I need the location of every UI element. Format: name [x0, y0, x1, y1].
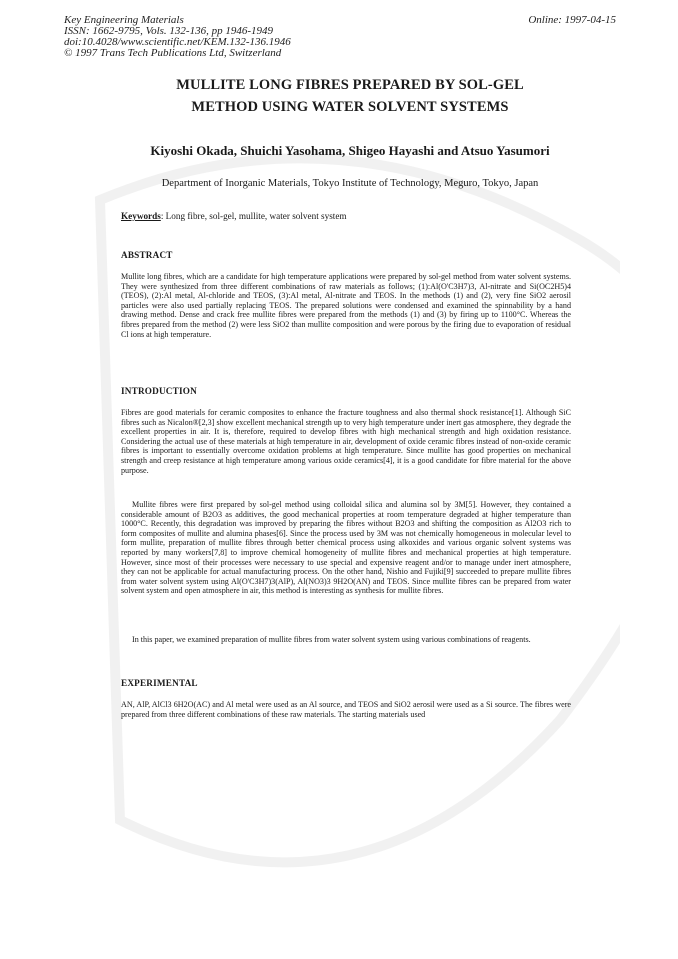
keywords-label: Keywords: [121, 211, 161, 221]
author-list: Kiyoshi Okada, Shuichi Yasohama, Shigeo Hayashi and Atsuo Yasumori: [150, 143, 550, 158]
experimental-paragraph: AN, AlP, AlCl3 6H2O(AC) and Al metal were used as an Al source, and TEOS and SiO2 aerosil were used as a Si source. The fibres were prepared from three different combinations of these raw materials. The starting materials used: [121, 700, 571, 719]
copyright-line: © 1997 Trans Tech Publications Ltd, Switzerland: [64, 47, 282, 59]
abstract-paragraph: Mullite long fibres, which are a candidate for high temperature applications were prepared by sol-gel method from water solvent systems. They were synthesized from three different combinations of raw materials as follows; (1):Al(O'C3H7)3, Al-nitrate and Si(OC2H5)4 (TEOS), (2):Al metal, Al-chloride and TEOS, (3):Al metal, Al-nitrate and TEOS. In the methods (1) and (2), very fine SiO2 aerosil particles were also used partially replacing TEOS. The prepared solutions were condensed and examined the spinnability by a hand drawing method. Dense and crack free mullite fibres were prepared from the methods (1) and (3) by firing up to 1100°C. Whereas the fibres prepared from the method (2) were less SiO2 than mullite composition and were porous by the firing due to evaporation of residual Cl ions at high temperature.: [121, 272, 571, 339]
introduction-heading: INTRODUCTION: [121, 386, 197, 396]
intro-paragraph-3: In this paper, we examined preparation of mullite fibres from water solvent system using various combinations of reagents.: [132, 635, 531, 644]
title-line-1: MULLITE LONG FIBRES PREPARED BY SOL-GEL: [176, 77, 524, 93]
experimental-heading: EXPERIMENTAL: [121, 678, 198, 688]
issn-line: ISSN: 1662-9795, Vols. 132-136, pp 1946-1949: [64, 25, 273, 37]
online-date: Online: 1997-04-15: [528, 14, 616, 26]
doi-line[interactable]: doi:10.4028/www.scientific.net/KEM.132-136.1946: [64, 36, 291, 48]
journal-header: [64, 15, 291, 59]
title-line-2: METHOD USING WATER SOLVENT SYSTEMS: [191, 99, 509, 115]
paper-title: [100, 74, 600, 118]
keywords-text: : Long fibre, sol-gel, mullite, water solvent system: [160, 211, 347, 221]
journal-name: Key Engineering Materials: [64, 14, 184, 26]
keywords-line: [121, 211, 347, 221]
intro-paragraph-2: Mullite fibres were first prepared by sol-gel method using colloidal silica and alumina sol by 3M[5]. However, they contained a considerable amount of B2O3 as additives, the good mechanical properties at room temperature degraded at higher temperature than 1000°C. Recently, this degradation was improved by preparing the fibres without B2O3 and shifting the composition as Al2O3 rich to form composites of mullite and alumina phases[6]. Since the process used by 3M was not chemically homogeneous in molecular level to form mullite, preparation of mullite fibres through better chemical process using alkoxides and various organic solvent systems was reported by many workers[7,8] to improve chemical homogeneity of mullite fibres and mechanical properties at high temperature. However, since most of their processes were necessary to use special and expensive reagent and/or to manage under inert atmosphere, they can not be applicable for actual manufacturing process. On the other hand, Nishio and Fujiki[9] succeeded to prepare mullite fibres from water solvent system using Al(O'C3H7)3(AlP), Al(NO3)3 9H2O(AN) and TEOS. Since mullite fibres can be prepared from water solvent system and open atmosphere in air, this method is interesting as synthesis for mullite fibres.: [121, 500, 571, 596]
intro-paragraph-1: Fibres are good materials for ceramic composites to enhance the fracture toughness and also thermal shock resistance[1]. Although SiC fibres such as Nicalon®[2,3] show excellent mechanical strength up to very high temperature under inert gas atmosphere, they degrade the excellent properties in air. It is, therefore, required to develop fibres with high mechanical strength and high oxidation resistance. Considering the actual use of these materials at high temperature in air, development of oxide ceramic fibres instead of non-oxide ceramic fibres is important to essentially overcome oxidation problems at high temperature. Since mullite has good properties on mechanical strength and creep resistance at high temperature among various oxide ceramics[4], it is a good candidate for fibre material for the above purpose.: [121, 408, 571, 475]
abstract-heading: ABSTRACT: [121, 250, 173, 260]
affiliation: Department of Inorganic Materials, Tokyo Institute of Technology, Meguro, Tokyo, Japan: [161, 178, 539, 189]
